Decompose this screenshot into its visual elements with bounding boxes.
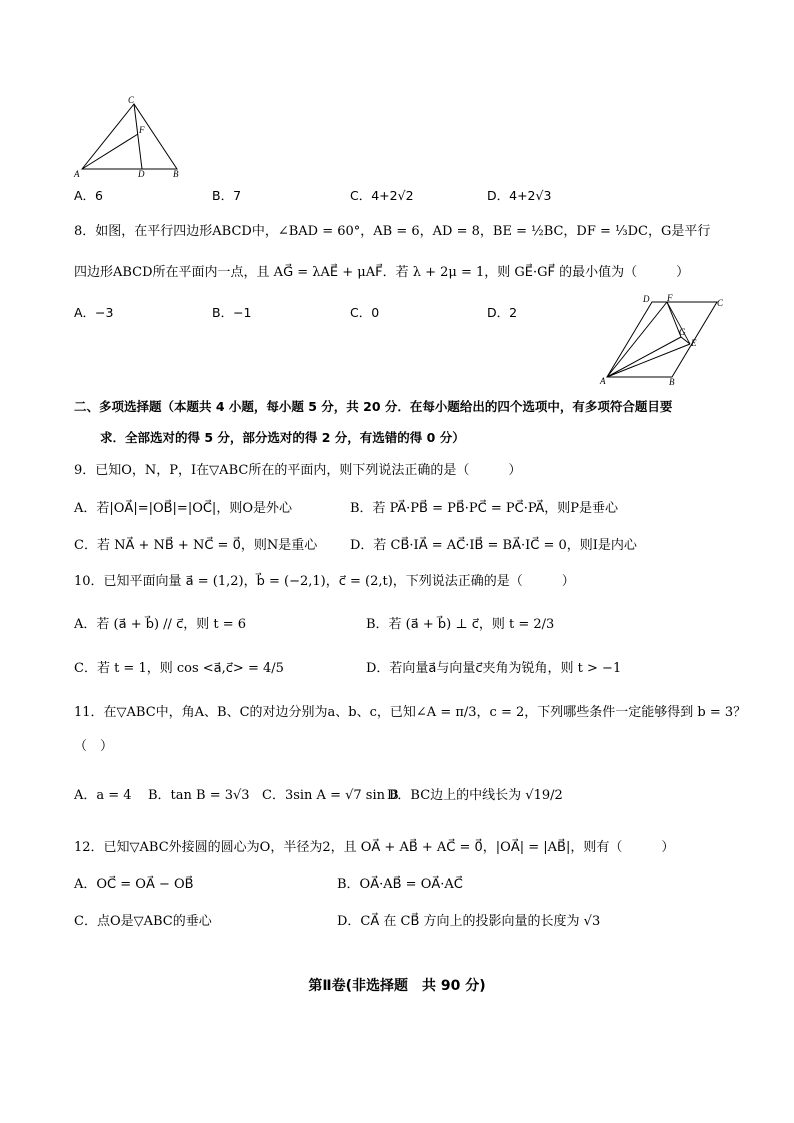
parallelogram-abcd	[607, 302, 717, 377]
label-b: B	[173, 169, 179, 178]
q8-option-c: C．0	[350, 305, 380, 320]
label-a: A	[600, 376, 606, 386]
q12-option-b: B．OA⃗·AB⃗ = OA⃗·AC⃗	[337, 877, 463, 892]
q10-stem: 10．已知平面向量 a⃗ = (1,2)，b⃗ = (−2,1)，c⃗ = (2,t)，下列说法正确的是（ ）	[74, 574, 575, 589]
section2-heading-line2: 求．全部选对的得 5 分，部分选对的得 2 分，有选错的得 0 分）	[100, 430, 465, 445]
part2-title: 第Ⅱ卷(非选择题 共 90 分)	[308, 978, 486, 994]
q7-option-a: A．6	[74, 188, 104, 203]
label-f: F	[139, 125, 145, 135]
parallelogram-figure	[597, 292, 727, 388]
label-f: F	[667, 293, 673, 303]
segment-ge	[681, 337, 690, 344]
q11-option-c: C．3sin A = √7 sin B	[262, 788, 399, 803]
q10-option-d: D．若向量a⃗与向量c⃗夹角为锐角，则 t > −1	[366, 661, 622, 676]
q8-option-a: A．−3	[74, 305, 114, 320]
triangle-abc	[82, 104, 177, 169]
segment-af	[82, 134, 138, 169]
q11-stem: 11．在▽ABC中，角A、B、C的对边分别为a、b、c，已知∠A = π/3，c = 2，下列哪些条件一定能够得到 b = 3？	[74, 705, 747, 720]
triangle-figure	[72, 94, 187, 178]
label-a: A	[74, 169, 80, 178]
q10-option-a: A．若 (a⃗ + b⃗) // c⃗，则 t = 6	[74, 617, 246, 632]
segment-af	[607, 302, 667, 377]
q9-option-d: D．若 CB⃗·IA⃗ = AC⃗·IB⃗ = BA⃗·IC⃗ = 0，则I是内心	[350, 538, 637, 553]
q10-option-b: B．若 (a⃗ + b⃗) ⊥ c⃗，则 t = 2/3	[366, 617, 555, 632]
q10-option-c: C．若 t = 1，则 cos <a⃗,c⃗> = 4/5	[74, 661, 284, 676]
label-c: C	[128, 95, 135, 105]
q11-option-a: A．a = 4	[74, 788, 132, 803]
label-g: G	[679, 327, 686, 337]
q12-option-c: C．点O是▽ABC的垂心	[74, 914, 212, 929]
q11-paren: （ ）	[74, 739, 114, 754]
section2-heading-line1: 二、多项选择题（本题共 4 小题，每小题 5 分，共 20 分．在每小题给出的四个选项中，有多项符合题目要	[74, 399, 673, 414]
q7-option-b: B．7	[212, 188, 242, 203]
q11-option-b: B．tan B = 3√3	[148, 788, 250, 803]
q12-option-a: A．OC⃗ = OA⃗ − OB⃗	[74, 877, 194, 892]
q9-option-b: B．若 PA⃗·PB⃗ = PB⃗·PC⃗ = PC⃗·PA⃗，则P是垂心	[350, 501, 619, 516]
q9-option-a: A．若|OA⃗|=|OB⃗|=|OC⃗|，则O是外心	[74, 501, 292, 516]
q8-stem-line1: 8．如图，在平行四边形ABCD中，∠BAD = 60°，AB = 6，AD = 8，BE = ½BC，DF = ⅓DC，G是平行	[74, 224, 711, 239]
q7-option-c: C．4+2√2	[350, 188, 414, 203]
label-c: C	[717, 298, 724, 308]
segment-ae	[607, 344, 690, 377]
q7-option-d: D．4+2√3	[487, 188, 552, 203]
q12-stem: 12．已知▽ABC外接圆的圆心为O，半径为2，且 OA⃗ + AB⃗ + AC⃗ = 0⃗，|OA⃗| = |AB⃗|，则有（ ）	[74, 840, 675, 855]
segment-ag	[607, 337, 681, 377]
q9-option-c: C．若 NA⃗ + NB⃗ + NC⃗ = 0⃗，则N是重心	[74, 538, 318, 553]
label-d: D	[643, 294, 650, 304]
q8-stem-line2: 四边形ABCD所在平面内一点，且 AG⃗ = λAE⃗ + μAF⃗．若 λ + 2μ = 1，则 GE⃗·GF⃗ 的最小值为（ ）	[74, 265, 690, 280]
segment-fe	[667, 302, 690, 344]
q11-option-d: D．BC边上的中线长为 √19/2	[387, 788, 563, 803]
q9-stem: 9．已知O，N，P，I在▽ABC所在的平面内，则下列说法正确的是（ ）	[74, 463, 522, 478]
q8-option-b: B．−1	[212, 305, 252, 320]
label-d: D	[138, 169, 145, 178]
label-b: B	[669, 377, 675, 387]
q12-option-d: D．CA⃗ 在 CB⃗ 方向上的投影向量的长度为 √3	[337, 914, 601, 929]
label-e: E	[691, 338, 697, 348]
q8-option-d: D．2	[487, 305, 518, 320]
